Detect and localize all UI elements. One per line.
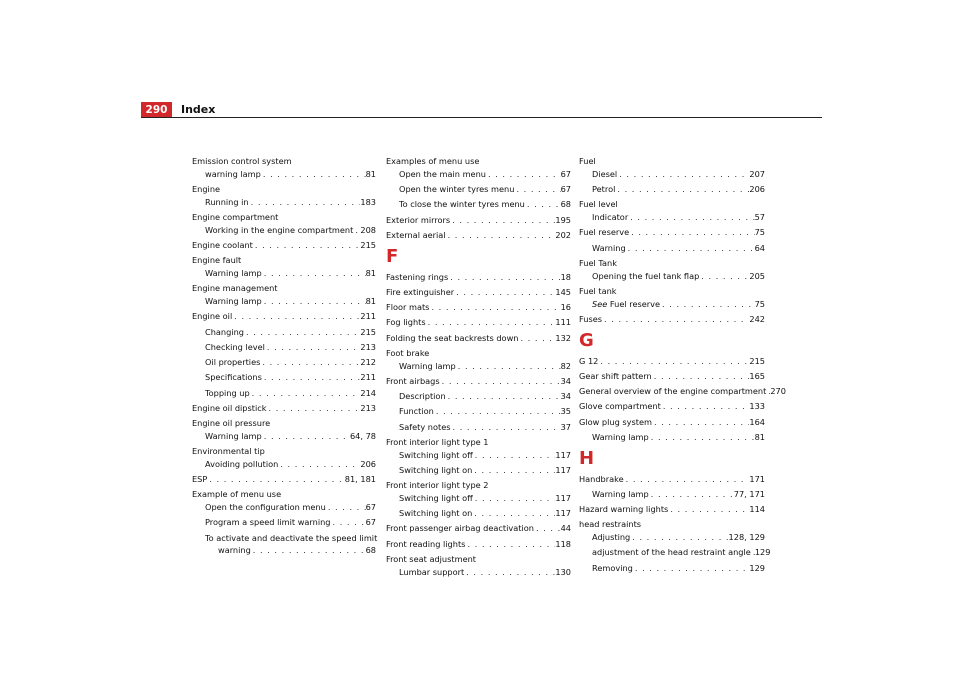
entry-label: Open the configuration menu	[205, 502, 326, 512]
index-entry	[192, 295, 376, 308]
index-letter-heading: F	[386, 245, 399, 267]
index-entry	[386, 405, 571, 418]
leader-dots	[465, 538, 555, 551]
page-reference: 81, 181	[344, 474, 376, 484]
index-column-1	[192, 155, 376, 560]
page-reference: 35	[560, 406, 571, 417]
index-entry	[386, 301, 571, 314]
index-entry	[192, 473, 376, 486]
index-entry	[579, 270, 765, 283]
index-heading: Examples of menu use	[386, 156, 480, 166]
index-entry	[386, 271, 571, 284]
leader-dots	[232, 310, 360, 323]
page-reference: 205	[749, 270, 765, 281]
index-entry	[579, 473, 765, 486]
index-entry	[386, 522, 571, 535]
index-entry	[386, 198, 571, 211]
page-reference: 37	[560, 421, 571, 432]
entry-label: Specifications	[205, 372, 262, 383]
leader-dots	[514, 183, 560, 196]
index-entry	[386, 168, 571, 181]
index-entry	[386, 214, 571, 227]
index-heading: Engine fault	[192, 255, 242, 266]
entry-label: Engine coolant	[192, 240, 253, 250]
index-entry	[386, 316, 571, 329]
index-heading: Fuel tank	[579, 285, 617, 296]
page-reference: 67	[365, 502, 376, 512]
index-entry	[579, 298, 765, 311]
page-reference: 64, 78	[349, 430, 376, 441]
index-entry	[579, 370, 765, 383]
entry-label: Diesel	[592, 168, 618, 179]
entry-label: adjustment of the head restraint angle	[592, 547, 751, 558]
index-entry	[386, 507, 571, 520]
page-reference: 16	[560, 302, 571, 312]
page-reference: 34	[560, 391, 571, 401]
page-reference: 195	[555, 214, 571, 225]
entry-label: Exterior mirrors	[386, 214, 451, 225]
index-entry	[579, 503, 765, 516]
index-heading: head restraints	[579, 519, 642, 530]
page-reference: 82	[560, 360, 571, 371]
leader-dots	[472, 507, 555, 520]
entry-label: Glove compartment	[579, 401, 661, 412]
entry-label: Warning lamp	[205, 430, 262, 441]
page-reference: 67	[365, 517, 376, 528]
index-entry	[386, 538, 571, 551]
leader-dots	[652, 416, 749, 429]
index-entry	[579, 546, 771, 559]
leader-dots	[633, 562, 750, 575]
index-entry	[579, 416, 765, 429]
index-entry	[192, 516, 376, 529]
index-heading: Engine	[192, 184, 221, 194]
index-heading: Fuel	[579, 156, 596, 166]
index-entry	[386, 421, 571, 434]
entry-label: Fastening rings	[386, 271, 449, 282]
index-entry	[386, 492, 571, 505]
leader-dots	[446, 390, 561, 403]
page-reference: 133	[749, 401, 765, 412]
entry-label: Running in	[205, 196, 249, 207]
leader-dots	[262, 371, 361, 384]
index-entry	[192, 458, 376, 471]
entry-label: Warning lamp	[592, 488, 649, 499]
leader-dots	[615, 183, 749, 196]
index-heading: Front seat adjustment	[386, 553, 477, 564]
entry-label: Warning lamp	[592, 431, 649, 442]
entry-label: Fuel reserve	[579, 227, 630, 238]
index-entry	[579, 562, 765, 575]
index-entry	[579, 385, 786, 398]
entry-label: Removing	[592, 562, 633, 573]
leader-dots	[426, 316, 556, 329]
index-heading: Engine oil pressure	[192, 418, 271, 428]
entry-label: Warning lamp	[399, 360, 456, 371]
page-reference: 213	[360, 341, 376, 352]
index-entry	[192, 341, 376, 354]
entry-label: Adjusting	[592, 532, 631, 542]
leader-dots	[446, 229, 556, 242]
entry-label: Engine oil dipstick	[192, 402, 267, 413]
leader-dots	[661, 400, 750, 413]
index-entry	[192, 239, 376, 252]
index-heading: Front interior light type 1	[386, 436, 489, 447]
entry-label: Program a speed limit warning	[205, 517, 331, 528]
page-reference: 75	[754, 227, 765, 238]
page-reference: 132	[555, 332, 571, 343]
index-heading: Example of menu use	[192, 489, 282, 500]
index-entry	[192, 387, 376, 400]
entry-label: warning	[218, 545, 251, 556]
entry-label: Fire extinguisher	[386, 286, 455, 297]
entry-label: External aerial	[386, 229, 446, 240]
page-reference: 64	[754, 242, 765, 253]
index-heading: Foot brake	[386, 347, 430, 358]
entry-label: Warning lamp	[205, 268, 262, 278]
page-reference: 67	[560, 168, 571, 179]
leader-dots	[472, 464, 555, 477]
page-reference: 215	[360, 240, 376, 250]
page-title: Index	[181, 103, 216, 116]
page-reference: 111	[555, 317, 571, 328]
index-entry	[579, 183, 765, 196]
entry-label: Floor mats	[386, 302, 430, 312]
leader-dots	[267, 402, 361, 415]
page-reference: 117	[555, 464, 571, 475]
leader-dots	[261, 168, 366, 181]
entry-label: Switching light on	[399, 464, 473, 475]
page-reference: 145	[555, 286, 571, 297]
index-entry	[192, 356, 376, 369]
header-rule	[141, 117, 822, 118]
entry-label: Warning	[592, 242, 626, 253]
entry-label: Petrol	[592, 184, 616, 194]
page-reference: 183	[360, 196, 376, 207]
leader-dots	[250, 387, 361, 400]
entry-label: Gear shift pattern	[579, 370, 652, 381]
entry-label: warning lamp	[205, 168, 261, 179]
entry-label: Switching light off	[399, 492, 473, 503]
leader-dots	[629, 226, 754, 239]
leader-dots	[649, 431, 755, 444]
leader-dots	[617, 168, 749, 181]
index-entry	[386, 360, 571, 373]
page-reference: 171	[749, 473, 765, 484]
leader-dots	[518, 332, 555, 345]
entry-label: To close the winter tyres menu	[399, 199, 525, 210]
index-entry	[579, 488, 765, 501]
leader-dots	[262, 430, 350, 443]
index-letter-heading: G	[579, 329, 594, 351]
leader-dots	[534, 522, 561, 535]
page-reference: 129	[754, 547, 771, 558]
leader-dots	[262, 267, 366, 280]
index-entry	[192, 310, 376, 323]
entry-label: Description	[399, 391, 446, 401]
page-reference: 67	[560, 184, 571, 194]
page-reference: 44	[560, 523, 571, 534]
entry-label: Warning lamp	[205, 296, 262, 306]
entry-label: Changing	[205, 326, 244, 337]
leader-dots	[602, 313, 749, 326]
entry-label: Open the main menu	[399, 168, 486, 179]
leader-dots	[253, 239, 360, 252]
index-heading: Environmental tip	[192, 446, 265, 456]
entry-label: Front passenger airbag deactivation	[386, 523, 534, 534]
page-number: 290	[141, 102, 172, 118]
entry-text: Fuel reserve	[609, 298, 661, 309]
page-reference: 117	[555, 449, 571, 460]
leader-dots	[486, 168, 561, 181]
index-entry	[386, 390, 571, 403]
entry-label: General overview of the engine compartment	[579, 386, 767, 396]
leader-dots	[649, 488, 734, 501]
leader-dots	[668, 503, 749, 516]
leader-dots	[626, 242, 755, 255]
page-reference: 75	[754, 298, 765, 309]
index-entry	[386, 464, 571, 477]
leader-dots	[454, 286, 555, 299]
entry-label: Avoiding pollution	[205, 458, 279, 469]
page-reference: 34	[560, 375, 571, 386]
leader-dots	[451, 421, 561, 434]
leader-dots	[624, 473, 750, 486]
index-entry	[192, 371, 376, 384]
page-reference: 117	[555, 508, 571, 518]
page-reference: 212	[360, 357, 376, 367]
leader-dots	[434, 405, 561, 418]
page-reference: 206	[360, 458, 376, 469]
page-reference: 242	[749, 313, 765, 324]
leader-dots	[260, 356, 360, 369]
index-entry	[192, 402, 376, 415]
leader-dots	[652, 370, 750, 383]
entry-label	[592, 298, 660, 311]
entry-label: Switching light on	[399, 508, 473, 518]
entry-label: Indicator	[592, 212, 629, 222]
page-reference: 81	[365, 168, 376, 179]
page-reference: 129	[749, 562, 765, 573]
leader-dots	[660, 298, 755, 311]
entry-label: Glow plug system	[579, 416, 652, 427]
leader-dots	[464, 566, 555, 579]
page-reference: 114	[749, 504, 765, 514]
index-heading: Fuel level	[579, 199, 618, 210]
page-reference: 117	[555, 492, 571, 503]
page-reference: 68	[560, 199, 571, 210]
entry-label: Safety notes	[399, 421, 451, 432]
index-entry	[579, 431, 765, 444]
leader-dots	[473, 449, 556, 462]
leader-dots	[326, 501, 366, 514]
leader-dots	[251, 544, 366, 557]
page-reference: 206	[749, 184, 765, 194]
leader-dots	[628, 211, 754, 224]
entry-label: Lumbar support	[399, 566, 465, 577]
page-reference: 211	[360, 311, 376, 322]
index-entry	[192, 430, 376, 443]
page-reference: 164	[749, 416, 765, 427]
index-heading: Engine management	[192, 283, 278, 294]
index-entry	[386, 332, 571, 345]
entry-label: Hazard warning lights	[579, 504, 669, 514]
entry-label: Checking level	[205, 341, 265, 352]
index-entry	[579, 531, 765, 544]
index-entry	[192, 196, 376, 209]
entry-label: G 12	[579, 355, 599, 366]
index-letter-heading: H	[579, 447, 595, 469]
entry-label: Engine oil	[192, 311, 233, 322]
leader-dots	[456, 360, 561, 373]
index-heading: Emission control system	[192, 156, 292, 166]
leader-dots	[525, 198, 561, 211]
page-reference: 77, 171	[733, 488, 765, 499]
entry-label: ESP	[192, 474, 208, 484]
index-entry	[386, 566, 571, 579]
entry-label: Fuses	[579, 313, 603, 324]
page-reference: 208	[360, 224, 376, 235]
leader-dots	[249, 196, 361, 209]
page-reference: 215	[360, 326, 376, 337]
index-entry	[386, 286, 571, 299]
page-reference: 118	[555, 538, 571, 549]
index-heading: Front interior light type 2	[386, 480, 489, 490]
page-reference: 68	[365, 545, 376, 556]
page-reference: 81	[365, 268, 376, 278]
entry-label: Topping up	[205, 387, 250, 398]
leader-dots	[699, 270, 749, 283]
page-reference: 211	[360, 372, 376, 383]
page-reference: 213	[360, 402, 376, 413]
page-reference: 57	[754, 212, 765, 222]
page-reference: 214	[360, 387, 376, 398]
index-entry	[192, 326, 376, 339]
entry-label: Switching light off	[399, 449, 473, 460]
leader-dots	[429, 301, 560, 314]
page-reference: 81	[365, 296, 376, 306]
entry-label: Opening the fuel tank flap	[592, 270, 700, 281]
leader-dots	[448, 271, 560, 284]
page-reference: 165	[749, 370, 765, 381]
index-entry	[579, 168, 765, 181]
entry-label: Folding the seat backrests down	[386, 332, 519, 343]
leader-dots	[331, 516, 366, 529]
entry-label: Open the winter tyres menu	[399, 184, 515, 194]
entry-label: Working in the engine compartment	[205, 224, 354, 235]
index-entry	[579, 400, 765, 413]
index-column-2	[386, 155, 571, 581]
index-entry	[192, 267, 376, 280]
page-reference: 128, 129	[728, 532, 765, 542]
entry-label: Oil properties	[205, 357, 261, 367]
index-heading: Fuel Tank	[579, 257, 617, 268]
index-entry	[579, 355, 765, 368]
leader-dots	[353, 224, 360, 237]
index-entry	[579, 226, 765, 239]
index-entry	[192, 224, 376, 237]
entry-label: Function	[399, 406, 434, 417]
entry-label: Handbrake	[579, 473, 624, 484]
leader-dots	[278, 458, 360, 471]
leader-dots	[440, 375, 561, 388]
page-reference: 202	[555, 229, 571, 240]
index-entry	[579, 242, 765, 255]
index-heading: To activate and deactivate the speed limit	[205, 532, 378, 543]
index-entry	[579, 313, 765, 326]
page-reference: 215	[749, 355, 765, 366]
index-column-3	[579, 155, 786, 577]
page-reference: 81	[754, 431, 765, 442]
index-entry	[386, 375, 571, 388]
index-entry	[192, 501, 376, 514]
index-entry	[386, 229, 571, 242]
leader-dots	[207, 473, 344, 486]
index-entry	[192, 168, 376, 181]
entry-label: Front airbags	[386, 375, 440, 386]
index-heading: Engine compartment	[192, 212, 279, 222]
index-entry	[192, 544, 376, 557]
page-reference: 270	[770, 386, 786, 396]
leader-dots	[450, 214, 555, 227]
leader-dots	[244, 326, 360, 339]
index-entry	[579, 211, 765, 224]
entry-label: Front reading lights	[386, 538, 466, 549]
leader-dots	[265, 341, 360, 354]
leader-dots	[473, 492, 556, 505]
see-reference: See	[592, 298, 608, 309]
leader-dots	[262, 295, 366, 308]
page-reference: 18	[560, 271, 571, 282]
entry-label: Fog lights	[386, 317, 426, 328]
page-reference: 130	[555, 566, 571, 577]
index-entry	[386, 183, 571, 196]
index-entry	[386, 449, 571, 462]
leader-dots	[630, 531, 728, 544]
leader-dots	[598, 355, 749, 368]
page-reference: 207	[749, 168, 765, 179]
